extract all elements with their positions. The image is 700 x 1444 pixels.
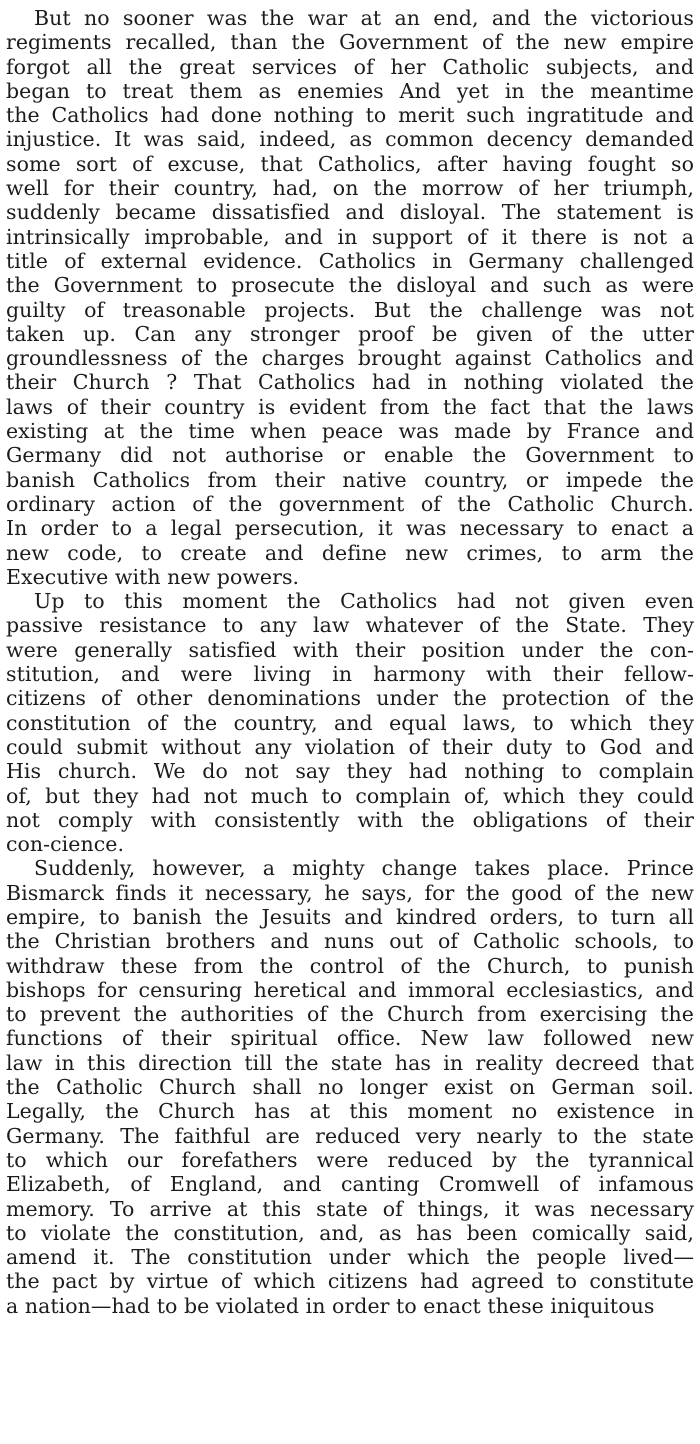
text-line: began to treat them as enemies And yet in the meantime: [6, 78, 694, 103]
text-line: law in this direction till the state has in reality decreed that: [6, 1050, 694, 1075]
text-line: ordinary action of the government of the Catholic Church.: [6, 491, 694, 516]
text-line: were generally satisfied with their position under the con-: [6, 637, 694, 662]
text-line: con-cience.: [6, 832, 125, 857]
text-line: bishops for censuring heretical and immoral ecclesiastics, and: [6, 977, 694, 1002]
text-line: Legally, the Church has at this moment no existence in: [6, 1099, 694, 1124]
text-line: groundlessness of the charges brought against Catholics and: [6, 346, 694, 371]
text-line: suddenly became dissatisfied and disloyal. The statement is: [6, 200, 694, 225]
text-line: Bismarck finds it necessary, he says, for the good of the new: [6, 880, 694, 905]
text-line: memory. To arrive at this state of things, it was necessary: [6, 1196, 694, 1221]
text-line: His church. We do not say they had nothing to complain: [6, 759, 694, 784]
text-line: functions of their spiritual office. New law followed new: [6, 1026, 694, 1051]
text-line: amend it. The constitution under which the people lived—: [6, 1245, 694, 1270]
text-line: of, but they had not much to complain of, which they could: [6, 783, 694, 808]
text-line: existing at the time when peace was made by France and: [6, 419, 694, 444]
text-line: In order to a legal persecution, it was necessary to enact a: [6, 516, 694, 541]
text-line: the pact by virtue of which citizens had agreed to constitute: [6, 1269, 694, 1294]
text-line: withdraw these from the control of the Church, to punish: [6, 953, 694, 978]
text-line: some sort of excuse, that Catholics, after having fought so: [6, 151, 694, 176]
text-line: the Christian brothers and nuns out of Catholic schools, to: [6, 929, 694, 954]
text-line: to prevent the authorities of the Church from exercising the: [6, 1002, 694, 1027]
text-line: empire, to banish the Jesuits and kindred orders, to turn all: [6, 904, 694, 929]
text-line: But no sooner was the war at an end, and the victorious: [34, 6, 694, 30]
text-line: to violate the constitution, and, as has been comically said,: [6, 1220, 694, 1245]
text-line: the Catholics had done nothing to merit such ingratitude and: [6, 103, 694, 128]
text-line: not comply with consistently with the obligations of their: [6, 807, 694, 832]
text-line: Executive with new powers.: [6, 564, 300, 589]
article-paragraph-3: [6, 856, 694, 1318]
text-line: intrinsically improbable, and in support of it there is not a: [6, 224, 694, 249]
text-line: constitution of the country, and equal laws, to which they: [6, 710, 694, 735]
text-line: taken up. Can any stronger proof be given of the utter: [6, 321, 694, 346]
text-line: stitution, and were living in harmony with their fellow-: [6, 662, 694, 687]
text-line: Elizabeth, of England, and canting Cromwell of infamous: [6, 1172, 694, 1197]
text-line: banish Catholics from their native country, or impede the: [6, 467, 694, 492]
text-line: title of external evidence. Catholics in Germany challenged: [6, 248, 694, 273]
text-line: Suddenly, however, a mighty change takes place. Prince: [34, 856, 694, 881]
article-column: [6, 6, 694, 1318]
text-line: new code, to create and define new crimes, to arm the: [6, 540, 694, 565]
text-line: Up to this moment the Catholics had not given even: [34, 589, 694, 614]
text-line: forgot all the great services of her Catholic subjects, and: [6, 54, 694, 79]
text-line: a nation—had to be violated in order to enact these iniquitous: [6, 1293, 655, 1318]
text-line: passive resistance to any law whatever of the State. They: [6, 613, 694, 638]
text-line: well for their country, had, on the morrow of her triumph,: [6, 176, 694, 201]
text-line: laws of their country is evident from the fact that the laws: [6, 394, 694, 419]
text-line: to which our forefathers were reduced by the tyrannical: [6, 1147, 694, 1172]
text-line: injustice. It was said, indeed, as common decency demanded: [6, 127, 694, 152]
text-line: the Catholic Church shall no longer exist on German soil.: [6, 1075, 694, 1100]
text-line: could submit without any violation of their duty to God and: [6, 734, 694, 759]
article-paragraph-1: [6, 6, 694, 589]
text-line: Germany. The faithful are reduced very nearly to the state: [6, 1123, 694, 1148]
text-line: their Church ? That Catholics had in nothing violated the: [6, 370, 694, 395]
text-line: Germany did not authorise or enable the Government to: [6, 443, 694, 468]
text-line: the Government to prosecute the disloyal and such as were: [6, 273, 694, 298]
text-line: citizens of other denominations under the protection of the: [6, 686, 694, 711]
text-line: guilty of treasonable projects. But the challenge was not: [6, 297, 694, 322]
article-paragraph-2: [6, 589, 694, 856]
text-line: regiments recalled, than the Government of the new empire: [6, 30, 694, 55]
